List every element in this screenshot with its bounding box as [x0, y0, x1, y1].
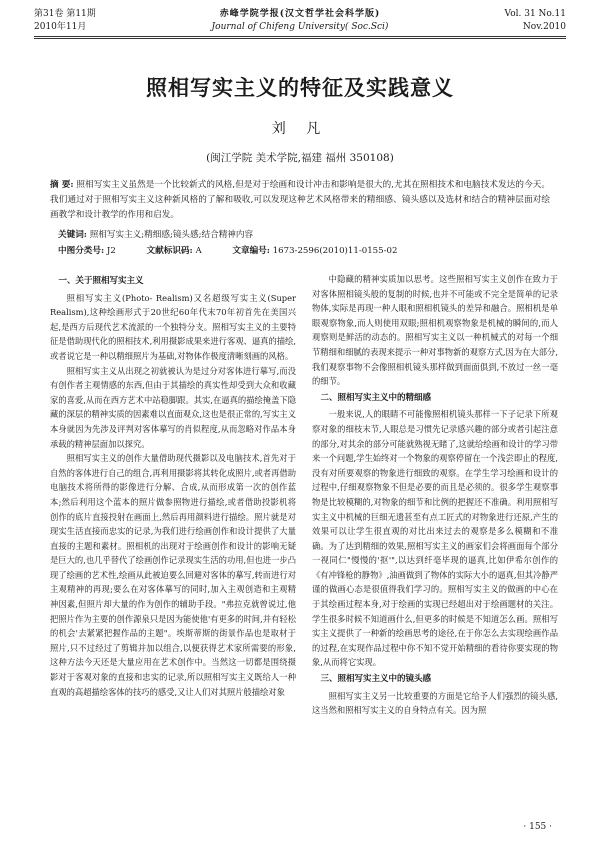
clc-label: 中图分类号: [58, 246, 105, 256]
journal-name-cn: 赤峰学院学报(汉文哲学社会科学版) [219, 9, 381, 19]
doc-code-label: 文献标识码: [146, 246, 193, 256]
section-heading-3: 三、照相写实主义中的镜头感 [320, 674, 432, 685]
page-number: · 155 · [523, 822, 552, 832]
author-affiliation: (闽江学院 美术学院,福建 福州 350108) [206, 152, 394, 164]
paragraph: 照相写实主义另一比较重要的方面是它给予人们强烈的镜头感,这当然和照相写实主义的自身特点有关。因为照 [312, 690, 558, 716]
article-title: 照相写实主义的特征及实践意义 [146, 75, 454, 100]
abstract [50, 178, 550, 223]
right-column [312, 272, 558, 718]
header-rule-secondary [34, 38, 566, 39]
paragraph: 照相写实主义从出现之初就被认为是过分对客体进行摹写,而没有创作者主观情感的东西,但由于其描绘的真实性却受到大众和收藏家的喜爱,从而在西方艺术中站稳脚跟。其实,在逼真的描绘掩盖下隐藏的深层的精神实质的因素难以直面观众,这也是很正常的,写实主义本身就因为先涉及评判对客体摹写的肖似程度,从而忽略对作品本身承载的精神层面加以探究。 [50, 365, 296, 449]
header-right [505, 8, 566, 34]
volume-issue-en: Vol. 31 No.11 [504, 9, 566, 19]
keywords-label: 关键词: [58, 230, 87, 240]
clc-value: J2 [106, 246, 116, 256]
article-id-label: 文章编号: [232, 246, 270, 256]
article-id-value: 1673-2596(2010)11-0155-02 [272, 246, 398, 256]
doc-code-value: A [195, 246, 202, 256]
classification-line [58, 244, 397, 256]
volume-issue-cn: 第31卷 第11期 [34, 9, 96, 19]
date-cn: 2010年11月 [34, 22, 87, 32]
keywords-text: 照相写实主义;精细感;镜头感;结合精神内容 [89, 230, 254, 240]
header-rule [34, 36, 566, 37]
abstract-label: 摘 要: [50, 180, 74, 190]
header-center [34, 8, 566, 34]
section-heading-2: 二、照相写实主义中的精细感 [320, 392, 432, 403]
paragraph: 照相写实主义的创作大量借助现代摄影以及电脑技术,首先对于自然的客体进行自己的组合,再利用摄影将其转化成照片,或者再借助电脑技术将所得的影像进行分解、合成,从而形成第一次的创作蓝本;然后利用这个蓝本的照片做参照物进行描绘,或者借助投影机将创作的底片直接投射在画面上,然后再用颜料进行描绘。照片就是对现实生活直接而忠实的记录,为我们进行绘画创作和设计提供了大量直接的主题和素材。照相机的出现对于绘画创作和设计的影响无疑是巨大的,也几乎替代了绘画创作记录现实生活的功用,但也进一步凸现了绘画的艺术性,绘画从此被迫要么回避对客体的摹写,转而进行对主观精神的再现;要么在对客体摹写的同时,加入主观创造和主观精神因素,但照片却大量的作为创作的辅助手段。"弗拉克就曾说过,他把照片作为主要的创作源泉只是因为能使他'有更多的时间,并有轻松的机会'去紧紧把握作品的主题"。埃斯蒂斯的街景作品也是取材于照片,只不过经过了剪辑并加以组合,以便获得艺术家所需要的形象,这种方法今天还是大量应用在艺术创作中。当然这一切都是围绕摄影对于客观对象的直接和忠实的记录,所以照相写实主义既给人一种直观的高超描绘客体的技巧的感受,又让人们对其照片般描绘对象 [50, 453, 296, 697]
left-column [50, 272, 296, 699]
journal-name-en: Journal of Chifeng University( Soc.Sci) [211, 22, 389, 32]
paragraph: 中隐藏的精神实质加以思考。这些照相写实主义创作在致力于对客体照相镜头般的复制的时候,也并不可能或不完全是简单的记录物体,实际是再现一种人眼和照相机镜头的差异和融合。照相机是单眼观察物象,而人则使用双眼;照相机观察物象是机械的瞬间的,而人观察则是鲜活的动态的。照相写实主义以一种机械式的对每一个细节精细和细腻的表现来提示一种对事物新的观察方式,因为在大部分,我们观察事物不会像照相机镜头那样做到面面俱到,不放过一丝一毫的细节。 [312, 274, 558, 387]
abstract-text: 照相写实主义虽然是一个比较新式的风格,但是对于绘画和设计冲击和影响是很大的,尤其在照相技术和电脑技术发达的今天。我们通过对于照相写实主义这种新风格的了解和吸收,可以发现这种艺术风格带来的精细感、镜头感以及选材和结合的精神层面对绘画教学和设计教学的作用和启发。 [50, 180, 550, 220]
date-en: Nov.2010 [522, 22, 566, 32]
paragraph: 照相写实主义(Photo- Realism)又名超级写实主义(Super Realism),这种绘画形式于20世纪60年代末70年初首先在美国兴起,是西方后现代艺术流派的一个独特分支。照相写实主义的主要特征是借助现代化的照相技术,利用摄影成果来进行客观、逼真的描绘,或者说它是一种以精细照片为基础,对物体作极度清晰刻画的风格。 [50, 292, 296, 361]
paragraph: 一般来说,人的眼睛不可能像照相机镜头那样一下子记录下所观察对象的细枝末节,人眼总是习惯先记录感兴趣的部分或者引起注意的部分,对其余的部分可能就熟视无睹了,这就给绘画和设计的学习带来一个问题,学生始终对一个物象的观察停留在一个浅尝即止的程度,没有对所要观察的物象进行细致的观察。在学生学习绘画和设计的过程中,仔细观察物象不但是必要的而且是必须的。很多学生观察事物是比较模糊的,对物象的细节和比例的把握还不准确。利用照相写实主义中机械的巨细无遗甚至有点工匠式的对物象进行还原,产生的效果可以让学生很直观的对比出来过去的观察是多么模糊和不准确。为了达到精细的效果,照相写实主义的画家们会将画面每个部分一视同仁"慢慢的'抠'",以达到纤毫毕现的逼真,比如伊希尔创作的《有冲锋枪的静物》,油画做到了物体的实际大小的逼真,但其冷静严谨的做画心态是很值得我们学习的。照相写实主义的做画的中心在于其绘画过程本身,对于绘画的实现已经超出对于绘画题材的关注。学生很多时候不知道画什么,但更多的时候是不知道怎么画。照相写实主义提供了一种新的绘画思考的途径,在于你怎么去实现绘画作品的过程,在实现作品过程中你不知不觉开始精细的看待你要实现的物象,从而将它实现。 [312, 409, 558, 668]
author-name: 刘 凡 [271, 121, 329, 137]
section-heading-1: 一、关于照相写实主义 [58, 276, 144, 286]
keywords-line [58, 228, 253, 240]
